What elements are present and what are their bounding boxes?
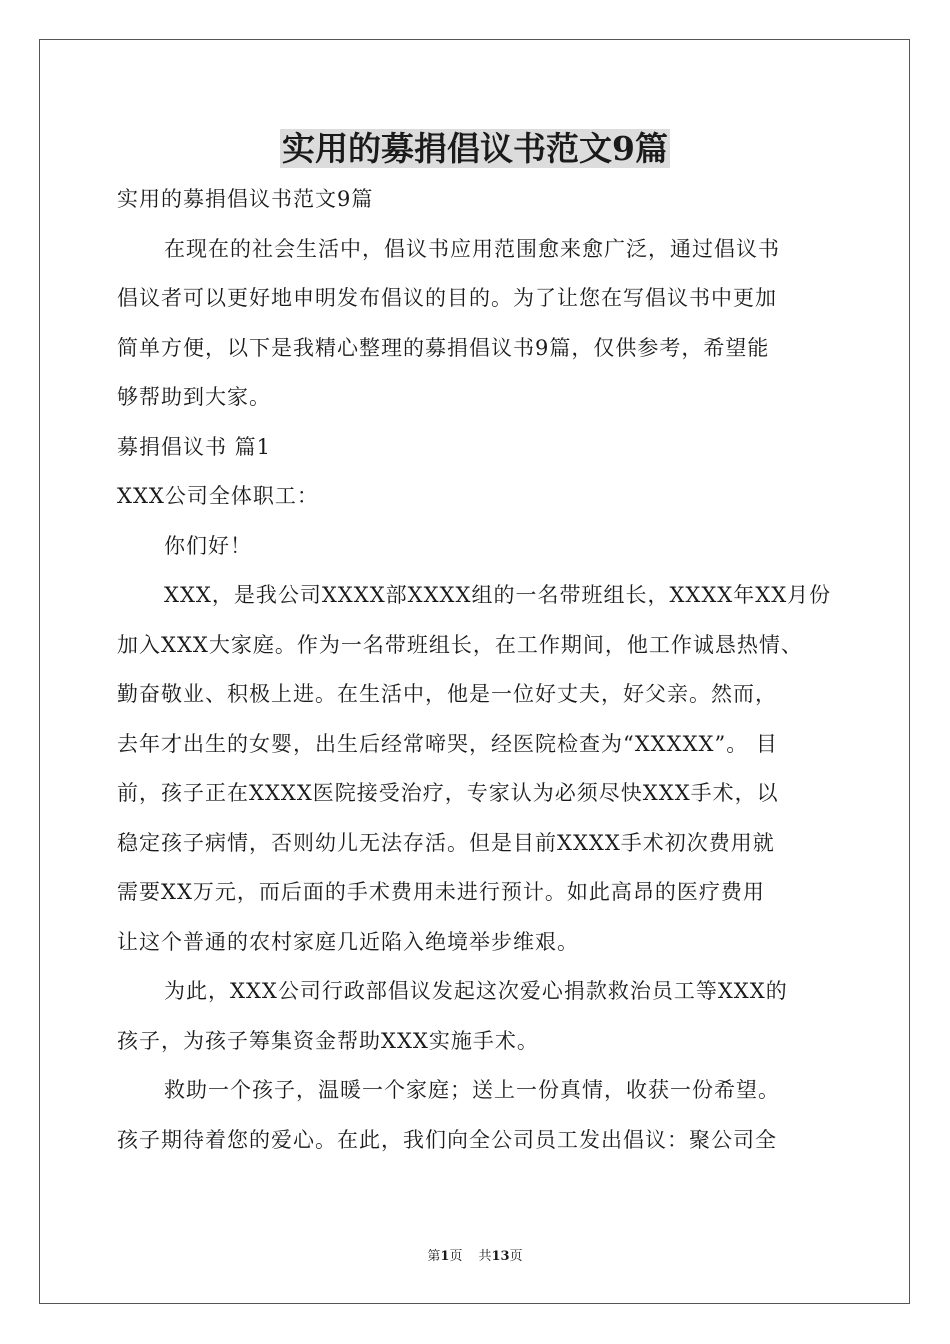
body-line: 前，孩子正在XXXX医院接受治疗，专家认为必须尽快XXX手术，以 <box>117 781 779 805</box>
body-line: 让这个普通的农村家庭几近陷入绝境举步维艰。 <box>117 929 579 954</box>
body-line: 加入XXX大家庭。作为一名带班组长，在工作期间，他工作诚恳热情、 <box>117 632 803 657</box>
page-footer <box>0 1248 950 1266</box>
body-line: 需要XX万元，而后面的手术费用未进行预计。如此高昂的医疗费用 <box>117 880 765 904</box>
body-line: 勤奋敬业、积极上进。在生活中，他是一位好丈夫，好父亲。然而， <box>117 682 777 706</box>
body-line: 孩子期待着您的爱心。在此，我们向全公司员工发出倡议：聚公司全 <box>117 1127 777 1152</box>
document-title <box>0 127 950 171</box>
body-line: 孩子，为孩子筹集资金帮助XXX实施手术。 <box>117 1028 539 1053</box>
footer-total-suffix: 页 <box>509 1249 523 1264</box>
body-line: 救助一个孩子，温暖一个家庭；送上一份真情，收获一份希望。 <box>164 1078 780 1102</box>
body-line: 去年才出生的女婴，出生后经常啼哭，经医院检查为“XXXXX”。 目 <box>117 731 778 756</box>
document-body <box>117 175 837 1165</box>
body-line: 为此，XXX公司行政部倡议发起这次爱心捐款救治员工等XXX的 <box>164 979 788 1003</box>
footer-total-pages: 13 <box>491 1249 510 1264</box>
footer-total-prefix: 共 <box>478 1249 492 1264</box>
document-title-text: 实用的募捐倡议书范文9篇 <box>282 129 668 168</box>
body-line: 稳定孩子病情，否则幼儿无法存活。但是目前XXXX手术初次费用就 <box>117 830 775 855</box>
footer-page-number: 1 <box>440 1249 450 1264</box>
body-line: 简单方便，以下是我精心整理的募捐倡议书9篇，仅供参考，希望能 <box>117 335 770 360</box>
body-line: 在现在的社会生活中，倡议书应用范围愈来愈广泛，通过倡议书 <box>164 236 780 261</box>
footer-page-suffix: 页 <box>449 1249 463 1264</box>
body-line: 够帮助到大家。 <box>117 385 271 409</box>
footer-page-prefix: 第 <box>427 1249 441 1264</box>
body-line: 实用的募捐倡议书范文9篇 <box>117 187 374 211</box>
section-heading: 募捐倡议书 篇1 <box>117 434 272 459</box>
body-line: XXX，是我公司XXXX部XXXX组的一名带班组长，XXXX年XX月份 <box>164 583 832 607</box>
salutation: XXX公司全体职工： <box>117 484 319 508</box>
body-line: 倡议者可以更好地申明发布倡议的目的。为了让您在写倡议书中更加 <box>117 286 777 310</box>
greeting: 你们好！ <box>164 533 252 558</box>
